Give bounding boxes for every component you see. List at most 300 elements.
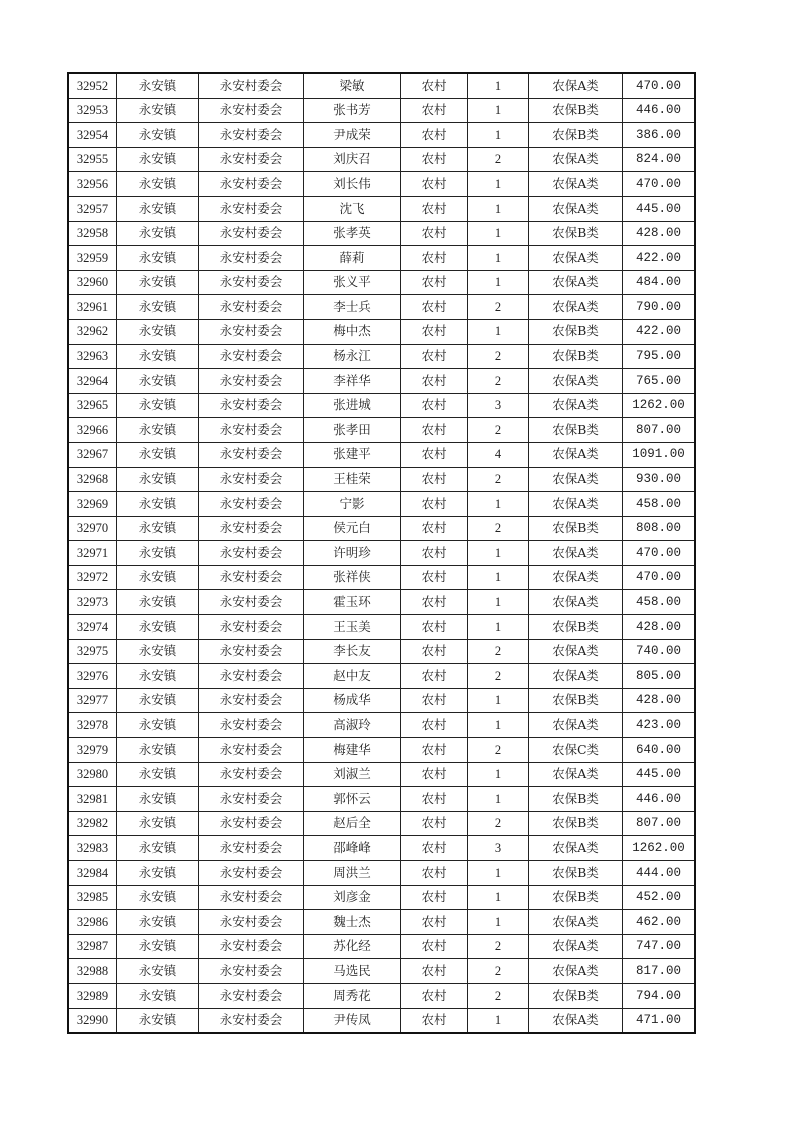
member-count-cell: 1 [468,615,529,640]
town-cell: 永安镇 [117,319,199,344]
person-name-cell: 苏化经 [304,934,401,959]
household-type-cell: 农村 [401,1008,468,1033]
village-committee-cell: 永安村委会 [199,418,304,443]
amount-cell: 446.00 [623,98,696,123]
household-type-cell: 农村 [401,418,468,443]
insurance-category-cell: 农保A类 [529,639,623,664]
person-name-cell: 张建平 [304,442,401,467]
insurance-category-cell: 农保B类 [529,688,623,713]
town-cell: 永安镇 [117,885,199,910]
insurance-category-cell: 农保B类 [529,98,623,123]
town-cell: 永安镇 [117,221,199,246]
household-type-cell: 农村 [401,492,468,517]
village-committee-cell: 永安村委会 [199,861,304,886]
household-type-cell: 农村 [401,393,468,418]
member-count-cell: 1 [468,492,529,517]
village-committee-cell: 永安村委会 [199,442,304,467]
amount-cell: 765.00 [623,369,696,394]
household-type-cell: 农村 [401,738,468,763]
household-type-cell: 农村 [401,73,468,98]
town-cell: 永安镇 [117,959,199,984]
table-row [68,565,695,590]
town-cell: 永安镇 [117,393,199,418]
amount-cell: 470.00 [623,565,696,590]
person-name-cell: 尹成荣 [304,123,401,148]
amount-cell: 422.00 [623,319,696,344]
village-committee-cell: 永安村委会 [199,344,304,369]
person-name-cell: 郭怀云 [304,787,401,812]
insurance-category-cell: 农保B类 [529,983,623,1008]
person-name-cell: 周秀花 [304,983,401,1008]
amount-cell: 470.00 [623,73,696,98]
member-count-cell: 1 [468,565,529,590]
person-name-cell: 侯元白 [304,516,401,541]
member-count-cell: 1 [468,541,529,566]
amount-cell: 428.00 [623,221,696,246]
person-name-cell: 高淑玲 [304,713,401,738]
town-cell: 永安镇 [117,295,199,320]
record-id-cell: 32976 [68,664,117,689]
village-committee-cell: 永安村委会 [199,295,304,320]
village-committee-cell: 永安村委会 [199,983,304,1008]
record-id-cell: 32975 [68,639,117,664]
household-type-cell: 农村 [401,541,468,566]
record-id-cell: 32988 [68,959,117,984]
person-name-cell: 尹传凤 [304,1008,401,1033]
village-committee-cell: 永安村委会 [199,787,304,812]
insurance-category-cell: 农保A类 [529,713,623,738]
record-id-cell: 32961 [68,295,117,320]
household-type-cell: 农村 [401,811,468,836]
town-cell: 永安镇 [117,615,199,640]
member-count-cell: 2 [468,664,529,689]
record-id-cell: 32986 [68,910,117,935]
member-count-cell: 1 [468,910,529,935]
amount-cell: 444.00 [623,861,696,886]
record-id-cell: 32957 [68,196,117,221]
village-committee-cell: 永安村委会 [199,123,304,148]
amount-cell: 428.00 [623,615,696,640]
person-name-cell: 周洪兰 [304,861,401,886]
village-committee-cell: 永安村委会 [199,910,304,935]
person-name-cell: 杨成华 [304,688,401,713]
insurance-category-cell: 农保B类 [529,787,623,812]
record-id-cell: 32990 [68,1008,117,1033]
household-type-cell: 农村 [401,762,468,787]
household-type-cell: 农村 [401,713,468,738]
table-row [68,910,695,935]
person-name-cell: 李长友 [304,639,401,664]
town-cell: 永安镇 [117,762,199,787]
table-row [68,590,695,615]
member-count-cell: 2 [468,811,529,836]
household-type-cell: 农村 [401,270,468,295]
insurance-category-cell: 农保B类 [529,123,623,148]
insurance-category-cell: 农保A类 [529,442,623,467]
person-name-cell: 梅建华 [304,738,401,763]
insurance-category-cell: 农保A类 [529,246,623,271]
town-cell: 永安镇 [117,664,199,689]
household-type-cell: 农村 [401,442,468,467]
table-row [68,639,695,664]
table-row [68,885,695,910]
amount-cell: 794.00 [623,983,696,1008]
household-type-cell: 农村 [401,836,468,861]
amount-cell: 808.00 [623,516,696,541]
member-count-cell: 2 [468,344,529,369]
table-row [68,221,695,246]
member-count-cell: 1 [468,590,529,615]
insurance-category-cell: 农保A类 [529,295,623,320]
table-row [68,738,695,763]
table-row [68,123,695,148]
person-name-cell: 张义平 [304,270,401,295]
village-committee-cell: 永安村委会 [199,98,304,123]
amount-cell: 462.00 [623,910,696,935]
table-body [68,73,695,1033]
record-id-cell: 32955 [68,147,117,172]
person-name-cell: 刘淑兰 [304,762,401,787]
member-count-cell: 3 [468,393,529,418]
village-committee-cell: 永安村委会 [199,369,304,394]
insurance-category-cell: 农保B类 [529,615,623,640]
town-cell: 永安镇 [117,910,199,935]
town-cell: 永安镇 [117,98,199,123]
record-id-cell: 32971 [68,541,117,566]
insurance-category-cell: 农保A类 [529,147,623,172]
insurance-category-cell: 农保B类 [529,344,623,369]
record-id-cell: 32967 [68,442,117,467]
table-row [68,664,695,689]
table-row [68,541,695,566]
insurance-category-cell: 农保A类 [529,565,623,590]
village-committee-cell: 永安村委会 [199,688,304,713]
person-name-cell: 刘庆召 [304,147,401,172]
person-name-cell: 邵峰峰 [304,836,401,861]
record-id-cell: 32959 [68,246,117,271]
member-count-cell: 1 [468,172,529,197]
member-count-cell: 2 [468,516,529,541]
amount-cell: 445.00 [623,762,696,787]
record-id-cell: 32966 [68,418,117,443]
table-row [68,467,695,492]
member-count-cell: 1 [468,98,529,123]
table-row [68,196,695,221]
table-row [68,246,695,271]
member-count-cell: 1 [468,270,529,295]
insurance-category-cell: 农保B类 [529,516,623,541]
household-type-cell: 农村 [401,565,468,590]
town-cell: 永安镇 [117,983,199,1008]
member-count-cell: 2 [468,147,529,172]
village-committee-cell: 永安村委会 [199,713,304,738]
table-row [68,270,695,295]
town-cell: 永安镇 [117,492,199,517]
town-cell: 永安镇 [117,934,199,959]
town-cell: 永安镇 [117,688,199,713]
amount-cell: 470.00 [623,541,696,566]
record-id-cell: 32954 [68,123,117,148]
amount-cell: 790.00 [623,295,696,320]
village-committee-cell: 永安村委会 [199,319,304,344]
insurance-category-cell: 农保A类 [529,836,623,861]
town-cell: 永安镇 [117,836,199,861]
member-count-cell: 2 [468,738,529,763]
village-committee-cell: 永安村委会 [199,762,304,787]
member-count-cell: 1 [468,221,529,246]
town-cell: 永安镇 [117,73,199,98]
village-committee-cell: 永安村委会 [199,270,304,295]
member-count-cell: 1 [468,73,529,98]
town-cell: 永安镇 [117,147,199,172]
record-id-cell: 32978 [68,713,117,738]
insurance-category-cell: 农保A类 [529,73,623,98]
insurance-category-cell: 农保A类 [529,393,623,418]
village-committee-cell: 永安村委会 [199,541,304,566]
household-type-cell: 农村 [401,123,468,148]
person-name-cell: 王玉美 [304,615,401,640]
person-name-cell: 霍玉环 [304,590,401,615]
record-id-cell: 32974 [68,615,117,640]
amount-cell: 422.00 [623,246,696,271]
town-cell: 永安镇 [117,1008,199,1033]
member-count-cell: 1 [468,246,529,271]
member-count-cell: 2 [468,369,529,394]
record-id-cell: 32960 [68,270,117,295]
table-row [68,983,695,1008]
town-cell: 永安镇 [117,246,199,271]
person-name-cell: 沈飞 [304,196,401,221]
village-committee-cell: 永安村委会 [199,590,304,615]
insurance-category-cell: 农保A类 [529,762,623,787]
town-cell: 永安镇 [117,565,199,590]
table-row [68,713,695,738]
household-type-cell: 农村 [401,172,468,197]
town-cell: 永安镇 [117,516,199,541]
record-id-cell: 32981 [68,787,117,812]
village-committee-cell: 永安村委会 [199,393,304,418]
village-committee-cell: 永安村委会 [199,615,304,640]
amount-cell: 795.00 [623,344,696,369]
village-committee-cell: 永安村委会 [199,246,304,271]
household-type-cell: 农村 [401,344,468,369]
insurance-category-cell: 农保A类 [529,910,623,935]
insurance-category-cell: 农保B类 [529,319,623,344]
household-type-cell: 农村 [401,369,468,394]
person-name-cell: 宁影 [304,492,401,517]
amount-cell: 423.00 [623,713,696,738]
table-row [68,442,695,467]
town-cell: 永安镇 [117,344,199,369]
table-row [68,787,695,812]
household-type-cell: 农村 [401,319,468,344]
person-name-cell: 王桂荣 [304,467,401,492]
amount-cell: 740.00 [623,639,696,664]
member-count-cell: 1 [468,762,529,787]
record-id-cell: 32952 [68,73,117,98]
record-id-cell: 32983 [68,836,117,861]
member-count-cell: 2 [468,983,529,1008]
record-id-cell: 32989 [68,983,117,1008]
member-count-cell: 1 [468,713,529,738]
household-type-cell: 农村 [401,246,468,271]
person-name-cell: 李士兵 [304,295,401,320]
person-name-cell: 张孝田 [304,418,401,443]
household-type-cell: 农村 [401,664,468,689]
member-count-cell: 2 [468,418,529,443]
amount-cell: 640.00 [623,738,696,763]
amount-cell: 1262.00 [623,393,696,418]
insurance-category-cell: 农保A类 [529,934,623,959]
amount-cell: 1262.00 [623,836,696,861]
record-id-cell: 32985 [68,885,117,910]
household-type-cell: 农村 [401,983,468,1008]
household-type-cell: 农村 [401,639,468,664]
town-cell: 永安镇 [117,590,199,615]
insurance-category-cell: 农保A类 [529,467,623,492]
amount-cell: 452.00 [623,885,696,910]
member-count-cell: 1 [468,688,529,713]
amount-cell: 446.00 [623,787,696,812]
village-committee-cell: 永安村委会 [199,147,304,172]
table-row [68,516,695,541]
record-id-cell: 32962 [68,319,117,344]
insurance-category-cell: 农保A类 [529,369,623,394]
household-type-cell: 农村 [401,516,468,541]
household-type-cell: 农村 [401,934,468,959]
member-count-cell: 1 [468,319,529,344]
person-name-cell: 马选民 [304,959,401,984]
record-id-cell: 32979 [68,738,117,763]
member-count-cell: 1 [468,787,529,812]
town-cell: 永安镇 [117,738,199,763]
household-type-cell: 农村 [401,615,468,640]
town-cell: 永安镇 [117,418,199,443]
record-id-cell: 32953 [68,98,117,123]
person-name-cell: 薛莉 [304,246,401,271]
amount-cell: 807.00 [623,811,696,836]
insurance-category-cell: 农保A类 [529,959,623,984]
amount-cell: 807.00 [623,418,696,443]
amount-cell: 386.00 [623,123,696,148]
household-type-cell: 农村 [401,221,468,246]
member-count-cell: 1 [468,123,529,148]
table-row [68,811,695,836]
record-id-cell: 32965 [68,393,117,418]
insurance-category-cell: 农保A类 [529,664,623,689]
member-count-cell: 1 [468,861,529,886]
record-id-cell: 32982 [68,811,117,836]
village-committee-cell: 永安村委会 [199,467,304,492]
village-committee-cell: 永安村委会 [199,73,304,98]
household-type-cell: 农村 [401,959,468,984]
record-id-cell: 32987 [68,934,117,959]
record-id-cell: 32973 [68,590,117,615]
member-count-cell: 4 [468,442,529,467]
amount-cell: 805.00 [623,664,696,689]
person-name-cell: 杨永江 [304,344,401,369]
record-id-cell: 32977 [68,688,117,713]
town-cell: 永安镇 [117,639,199,664]
insurance-category-cell: 农保B类 [529,861,623,886]
insurance-category-cell: 农保B类 [529,418,623,443]
member-count-cell: 1 [468,885,529,910]
record-id-cell: 32956 [68,172,117,197]
table-row [68,295,695,320]
person-name-cell: 李祥华 [304,369,401,394]
table-row [68,934,695,959]
record-id-cell: 32969 [68,492,117,517]
insurance-category-cell: 农保A类 [529,270,623,295]
village-committee-cell: 永安村委会 [199,959,304,984]
record-id-cell: 32964 [68,369,117,394]
household-type-cell: 农村 [401,98,468,123]
village-committee-cell: 永安村委会 [199,639,304,664]
amount-cell: 445.00 [623,196,696,221]
table-row [68,615,695,640]
record-id-cell: 32972 [68,565,117,590]
person-name-cell: 魏士杰 [304,910,401,935]
amount-cell: 747.00 [623,934,696,959]
household-type-cell: 农村 [401,147,468,172]
town-cell: 永安镇 [117,787,199,812]
town-cell: 永安镇 [117,713,199,738]
insurance-category-cell: 农保C类 [529,738,623,763]
town-cell: 永安镇 [117,196,199,221]
village-committee-cell: 永安村委会 [199,516,304,541]
member-count-cell: 2 [468,639,529,664]
table-row [68,73,695,98]
village-committee-cell: 永安村委会 [199,885,304,910]
village-committee-cell: 永安村委会 [199,565,304,590]
member-count-cell: 1 [468,196,529,221]
amount-cell: 458.00 [623,492,696,517]
amount-cell: 471.00 [623,1008,696,1033]
amount-cell: 930.00 [623,467,696,492]
household-type-cell: 农村 [401,467,468,492]
table-row [68,688,695,713]
household-type-cell: 农村 [401,295,468,320]
table-row [68,344,695,369]
insurance-category-cell: 农保B类 [529,811,623,836]
table-row [68,418,695,443]
person-name-cell: 张孝英 [304,221,401,246]
member-count-cell: 1 [468,1008,529,1033]
town-cell: 永安镇 [117,811,199,836]
member-count-cell: 3 [468,836,529,861]
insurance-category-cell: 农保A类 [529,541,623,566]
town-cell: 永安镇 [117,369,199,394]
record-id-cell: 32963 [68,344,117,369]
town-cell: 永安镇 [117,172,199,197]
village-committee-cell: 永安村委会 [199,221,304,246]
household-type-cell: 农村 [401,688,468,713]
member-count-cell: 2 [468,467,529,492]
person-name-cell: 刘长伟 [304,172,401,197]
table-row [68,172,695,197]
village-committee-cell: 永安村委会 [199,492,304,517]
member-count-cell: 2 [468,934,529,959]
table-row [68,861,695,886]
insurance-category-cell: 农保A类 [529,172,623,197]
village-committee-cell: 永安村委会 [199,172,304,197]
member-count-cell: 2 [468,959,529,984]
household-type-cell: 农村 [401,590,468,615]
insurance-category-cell: 农保A类 [529,590,623,615]
amount-cell: 817.00 [623,959,696,984]
village-committee-cell: 永安村委会 [199,738,304,763]
person-name-cell: 梁敏 [304,73,401,98]
